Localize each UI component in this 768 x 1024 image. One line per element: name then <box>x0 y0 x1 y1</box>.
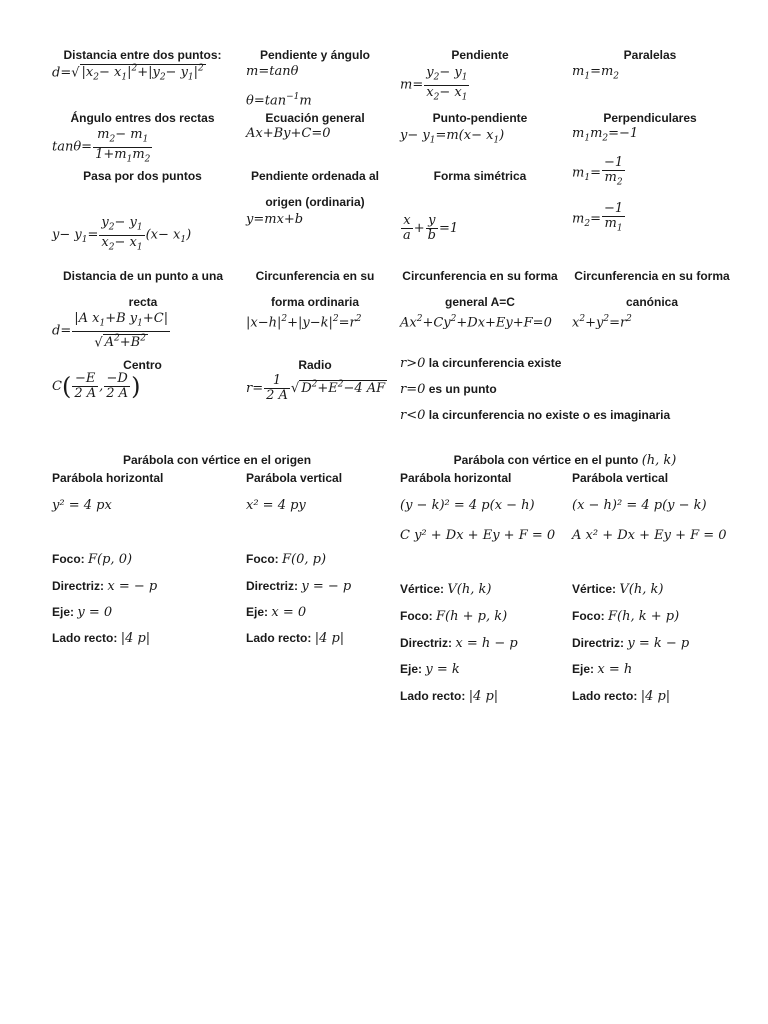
heading-radio: Radio <box>298 358 332 372</box>
equation-parabola-origen-vertical: x² = 4 py <box>246 498 306 513</box>
foco-origen-horizontal: Foco: F(p, 0) <box>52 552 133 567</box>
formula-pendiente-tan: m=tanθ <box>246 64 299 79</box>
radius-case-positive: r>0 la circunferencia existe <box>400 356 562 371</box>
heading-circ-ordinaria: Circunferencia en su forma ordinaria <box>255 269 375 309</box>
foco-vertice-vertical: Foco: F(h, k + p) <box>572 609 680 624</box>
heading-parabola-origen: Parábola con vértice en el origen <box>122 453 312 467</box>
heading-parabola-vertice: Parábola con vértice en el punto (h, k) <box>453 453 677 468</box>
lado-recto-origen-horizontal: Lado recto: |4 p| <box>52 631 151 646</box>
heading-parabola-vertice-vertical: Parábola vertical <box>572 471 669 485</box>
equation-vertice-vertical-2: A x² + Dx + Ey + F = 0 <box>572 528 727 543</box>
directriz-origen-horizontal: Directriz: x = − p <box>52 579 158 594</box>
formula-radio: r= $\frac{1}{2 A}$ √ $D^2+E^2-4$ AF <box>246 373 386 403</box>
heading-circ-general: Circunferencia en su forma general A=C <box>402 269 558 309</box>
equation-vertice-vertical-1: (x − h)² = 4 p(y − k) <box>572 498 707 513</box>
heading-ordenada-origen: Pendiente ordenada al origen (ordinaria) <box>250 169 380 209</box>
heading-pendiente: Pendiente <box>451 48 509 62</box>
radius-case-zero: r=0 es un punto <box>400 382 497 397</box>
directriz-vertice-vertical: Directriz: y = k − p <box>572 636 690 651</box>
radius-case-negative: r<0 la circunferencia no existe o es imaginaria <box>400 408 671 423</box>
formula-perp-2: $m_1=$ $\frac{-1}{m_2}$ <box>572 155 624 188</box>
heading-punto-pendiente: Punto-pendiente <box>432 111 528 125</box>
formula-theta: $\theta=\tan^{-1}m$ <box>246 92 312 109</box>
formula-dos-puntos: $y- y_1=$ $\frac{y_2- y_1}{x_2- x_1}$ $(x- x_1)$ <box>52 215 192 253</box>
eje-origen-vertical: Eje: x = 0 <box>246 605 307 620</box>
formula-circ-general: $Ax^2+Cy^2+Dx+Ey+F=0$ <box>400 314 552 331</box>
equation-parabola-origen-horizontal: y² = 4 px <box>52 498 112 513</box>
foco-vertice-horizontal: Foco: F(h + p, k) <box>400 609 508 624</box>
formula-angulo-rectas: tanθ= $\frac{m_2- m_1}{1+m_1m_2}$ <box>52 127 151 165</box>
vertice-vertical: Vértice: V(h, k) <box>572 582 664 597</box>
formula-distancia-punto-recta: d= $\frac{|A x_1+B y_1+C|}{√ A^2+B^2}$ <box>52 311 169 350</box>
equation-vertice-horizontal-1: (y − k)² = 4 p(x − h) <box>400 498 535 513</box>
heading-ecuacion-general: Ecuación general <box>265 111 365 125</box>
formula-centro: C( $\frac{-E}{2 A}$ , $\frac{-D}{2 A}$ ) <box>52 371 141 401</box>
formula-ecuacion-general: Ax+By+C=0 <box>246 126 331 141</box>
heading-distancia-punto-recta: Distancia de un punto a una recta <box>62 269 223 309</box>
heading-parabola-vertice-horizontal: Parábola horizontal <box>400 471 512 485</box>
directriz-origen-vertical: Directriz: y = − p <box>246 579 352 594</box>
lado-recto-vertice-vertical: Lado recto: |4 p| <box>572 689 671 704</box>
formula-forma-simetrica: $\frac{x}{a}$ + $\frac{y}{b}$ =1 <box>403 213 459 243</box>
eje-vertice-horizontal: Eje: y = k <box>400 662 460 677</box>
lado-recto-vertice-horizontal: Lado recto: |4 p| <box>400 689 499 704</box>
heading-perpendiculares: Perpendiculares <box>603 111 697 125</box>
formula-pendiente: m= $\frac{y_2- y_1}{x_2- x_1}$ <box>400 65 468 103</box>
lado-recto-origen-vertical: Lado recto: |4 p| <box>246 631 345 646</box>
heading-forma-simetrica: Forma simétrica <box>433 169 527 183</box>
formula-circ-ordinaria: $|x-h|^2+|y-k|^2=r^2$ <box>246 314 362 331</box>
heading-paralelas: Paralelas <box>623 48 677 62</box>
eje-origen-horizontal: Eje: y = 0 <box>52 605 113 620</box>
heading-dos-puntos: Pasa por dos puntos <box>83 169 202 183</box>
formula-circ-canonica: $x^2+y^2=r^2$ <box>572 314 632 331</box>
formula-distancia: d=√ $|x_2- x_1|^2+|y_2- y_1|^2$ <box>52 64 204 83</box>
equation-vertice-horizontal-2: C y² + Dx + Ey + F = 0 <box>400 528 556 543</box>
heading-distancia: Distancia entre dos puntos: <box>63 48 222 62</box>
heading-parabola-origen-vertical: Parábola vertical <box>246 471 343 485</box>
heading-circ-canonica: Circunferencia en su forma canónica <box>574 269 730 309</box>
formula-ordenada-origen: y=mx+b <box>246 212 304 227</box>
formula-perp-3: $m_2=$ $\frac{-1}{m_1}$ <box>572 201 624 234</box>
vertice-horizontal: Vértice: V(h, k) <box>400 582 492 597</box>
heading-angulo-rectas: Ángulo entres dos rectas <box>70 111 215 125</box>
directriz-vertice-horizontal: Directriz: x = h − p <box>400 636 518 651</box>
heading-pendiente-angulo: Pendiente y ángulo <box>259 48 370 62</box>
heading-centro: Centro <box>123 358 162 372</box>
eje-vertice-vertical: Eje: x = h <box>572 662 633 677</box>
formula-punto-pendiente: $y- y_1=m(x- x_1)$ <box>400 128 505 146</box>
formula-perp-1: $m_1m_2=-1$ <box>572 126 639 144</box>
heading-parabola-origen-horizontal: Parábola horizontal <box>52 471 164 485</box>
foco-origen-vertical: Foco: F(0, p) <box>246 552 327 567</box>
formula-paralelas: $m_1=m_2$ <box>572 64 620 82</box>
